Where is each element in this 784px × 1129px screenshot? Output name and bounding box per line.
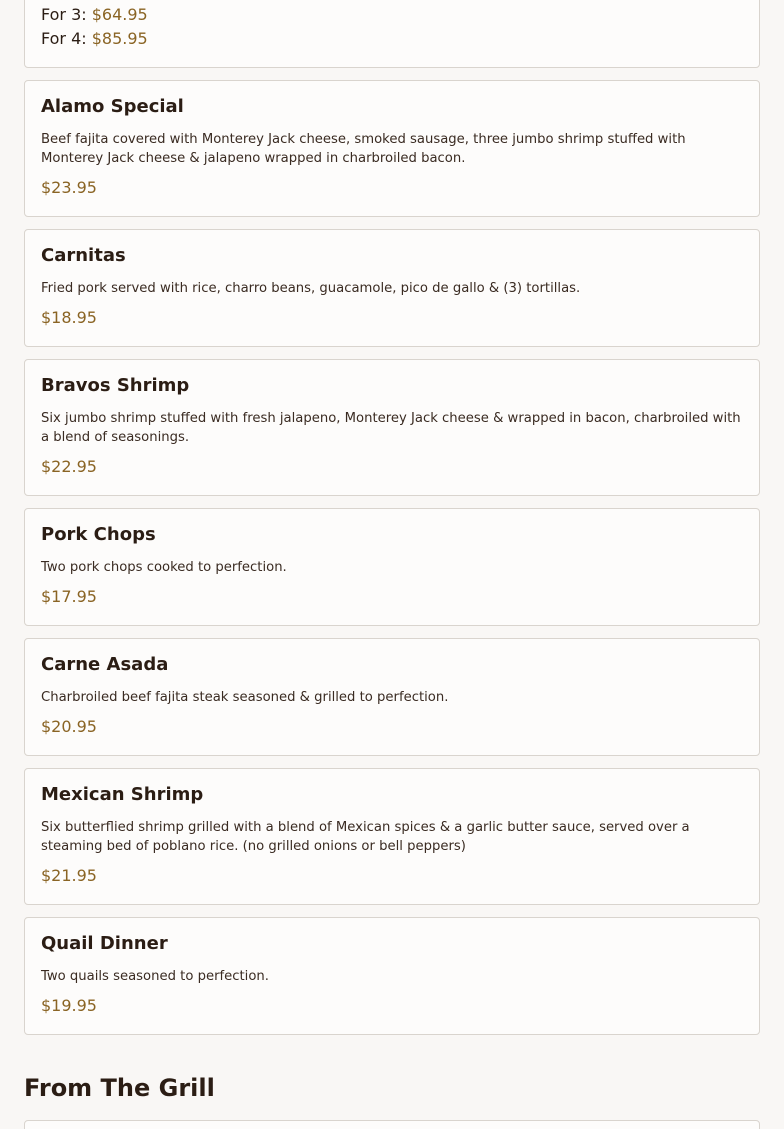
- menu-item-card: [24, 229, 760, 347]
- menu-item-card: [24, 1120, 760, 1129]
- menu-item-price: $19.95: [41, 996, 97, 1015]
- menu-item-description: Two pork chops cooked to perfection.: [41, 560, 287, 575]
- menu-item-price: $20.95: [41, 717, 97, 736]
- menu-item-description: Beef fajita covered with Monterey Jack cheese, smoked sausage, three jumbo shrimp stuffed with Monterey Jack cheese & jalapeno wrapped in charbroiled bacon.: [41, 132, 686, 166]
- menu-item-description: Six butterflied shrimp grilled with a blend of Mexican spices & a garlic butter sauce, served over a steaming bed of poblano rice. (no grilled onions or bell peppers): [41, 820, 690, 854]
- menu-item-name: Mexican Shrimp: [41, 784, 204, 805]
- price-option-label: For 4:: [41, 29, 87, 48]
- menu-item-price: $18.95: [41, 308, 97, 327]
- price-option-label: For 3:: [41, 5, 87, 24]
- menu-item-description: Six jumbo shrimp stuffed with fresh jalapeno, Monterey Jack cheese & wrapped in bacon, charbroiled with a blend of seasonings.: [41, 411, 741, 445]
- menu-item-card: [24, 768, 760, 905]
- menu-item-card-family-platter: [24, 0, 760, 68]
- menu-item-name: Alamo Special: [41, 96, 184, 117]
- price-option-amount: $64.95: [91, 5, 148, 24]
- menu-item-card: [24, 508, 760, 626]
- menu-item-name: Carnitas: [41, 245, 126, 266]
- menu-item-price: $21.95: [41, 866, 97, 885]
- menu-item-price: $23.95: [41, 178, 97, 197]
- menu-item-name: Pork Chops: [41, 524, 156, 545]
- menu-item-card: [24, 359, 760, 496]
- menu-item-name: Quail Dinner: [41, 933, 168, 954]
- section-title: From The Grill: [24, 1074, 215, 1102]
- menu-item-description: Charbroiled beef fajita steak seasoned & grilled to perfection.: [41, 690, 449, 705]
- menu-item-price: $17.95: [41, 587, 97, 606]
- menu-item-description: Fried pork served with rice, charro beans, guacamole, pico de gallo & (3) tortillas.: [41, 281, 581, 296]
- price-option-amount: $85.95: [91, 29, 148, 48]
- menu-item-card: [24, 80, 760, 217]
- price-option-line: [41, 29, 148, 49]
- menu-item-name: Bravos Shrimp: [41, 375, 190, 396]
- menu-item-name: Carne Asada: [41, 654, 169, 675]
- menu-item-card: [24, 638, 760, 756]
- price-option-line: [41, 5, 148, 25]
- menu-item-card: [24, 917, 760, 1035]
- menu-item-price: $22.95: [41, 457, 97, 476]
- menu-item-description: Two quails seasoned to perfection.: [41, 969, 269, 984]
